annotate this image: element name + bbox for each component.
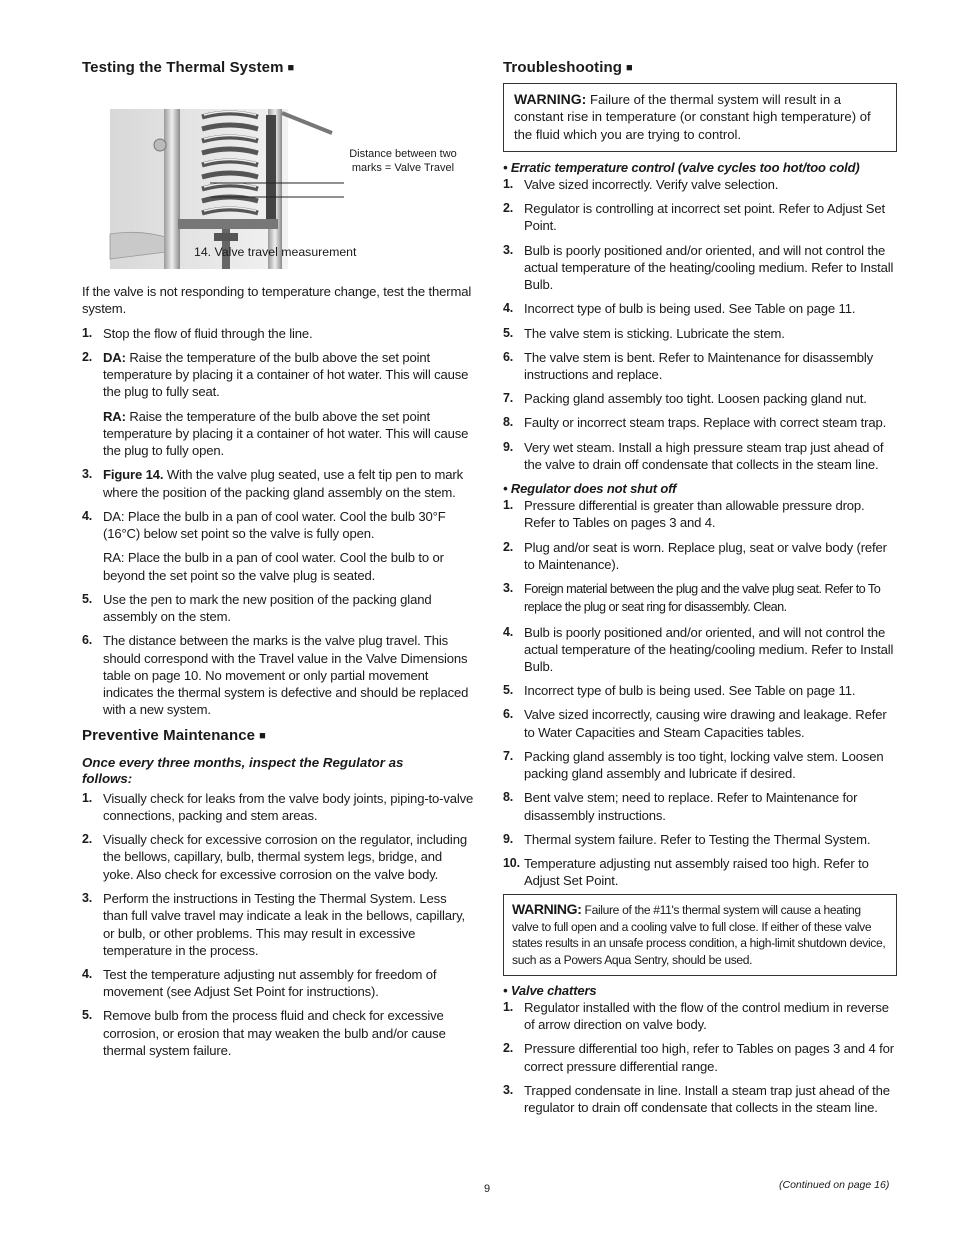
list-item: 2. Regulator is controlling at incorrect set point. Refer to Adjust Set Point. <box>503 201 885 234</box>
list-item: 3. Perform the instructions in Testing the Thermal System. Less than full valve travel may indicate a leak in the bellows, capillary, or bulb, or other problems. This may result in excessive temperature in the process. <box>82 890 466 958</box>
list-item: 4. Incorrect type of bulb is being used. See Table on page 11. <box>503 301 856 317</box>
list-item: 5. Use the pen to mark the new position of the packing gland assembly on the stem. <box>82 591 432 625</box>
pm-heading: Preventive Maintenance ■ <box>82 726 266 744</box>
list-item: 1. Regulator installed with the flow of the control medium in reverse of arrow direction on valve body. <box>503 999 889 1033</box>
figure-caption: 14. Valve travel measurement <box>194 245 357 259</box>
list-item: 5. Incorrect type of bulb is being used. See Table on page 11. <box>503 683 856 699</box>
list-item: 1. Visually check for leaks from the valve body joints, piping-to-valve connections, packing and stem areas. <box>82 790 474 823</box>
warning-box-shutdown: WARNING: Failure of the #11's thermal system will cause a heating valve to full open and a cooling valve to full close. If either of these valve states results in an unsafe process condition, a high-limit shutdown device, such as a Powers Aqua Sentry, should be used. <box>503 894 897 976</box>
thermal-intro: If the valve is not responding to temperature change, test the thermal system. <box>82 284 472 317</box>
list-item: 3. Foreign material between the plug and the valve plug seat. Refer to To replace the plug or seat ring for disassembly. Clean. <box>503 581 881 615</box>
left-column <box>82 58 474 1066</box>
list-item: 5. Remove bulb from the process fluid and check for excessive corrosion, or erosion that may weaken the bulb and/or cause thermal system failure. <box>82 1008 446 1059</box>
list-item: 5. The valve stem is sticking. Lubricate the stem. <box>503 325 785 341</box>
right-column <box>503 58 897 1123</box>
list-item: 6. Valve sized incorrectly, causing wire drawing and leakage. Refer to Water Capacities and Steam Capacities tables. <box>503 707 887 740</box>
pm-steps <box>82 790 474 1060</box>
list-item: 1. Valve sized incorrectly. Verify valve selection. <box>503 176 779 192</box>
erratic-list <box>503 176 897 473</box>
list-item: 6. The distance between the marks is the valve plug travel. This should correspond with the Travel value in the Valve Dimensions table on page 10. No movement or only partial movement indicates the thermal system is defective and should be replaced with a new system. <box>82 633 469 718</box>
list-item: 2. Pressure differential too high, refer to Tables on pages 3 and 4 for correct pressure differential range. <box>503 1041 895 1074</box>
list-item: 2. DA: Raise the temperature of the bulb above the set point temperature by placing it a container of hot water. This will cause the plug to fully seat. RA: Raise the temperature of the bulb above the set point temperature by placing it a container of hot water. This will cause the plug to fully open. <box>82 349 469 459</box>
list-item: 7. Packing gland assembly is too tight, locking valve stem. Loosen packing gland assembly and lubricate if desired. <box>503 748 884 782</box>
chatter-list <box>503 999 897 1117</box>
noshut-heading: • Regulator does not shut off <box>503 481 677 497</box>
list-item: 7. Packing gland assembly too tight. Loosen packing gland nut. <box>503 391 867 407</box>
page-number: 9 <box>484 1183 491 1195</box>
list-item: 3. Trapped condensate in line. Install a steam trap just ahead of the regulator to drain off condensate that collects in the steam line. <box>503 1082 890 1116</box>
list-item: 2. Visually check for excessive corrosion on the regulator, including the bellows, capillary, bulb, thermal system legs, bridge, and yoke. Also check for excessive corrosion on the valve body. <box>82 832 467 882</box>
list-item: 3. Figure 14. With the valve plug seated, use a felt tip pen to mark where the position of the packing gland assembly on the stem. <box>82 467 463 500</box>
continued-note: (Continued on page 16) <box>779 1179 890 1191</box>
list-item: 4. Bulb is poorly positioned and/or oriented, and will not control the actual temperature of the heating/cooling medium. Refer to Install Bulb. <box>503 624 894 675</box>
warning-label: WARNING: <box>512 900 582 917</box>
list-item: 1. Stop the flow of fluid through the line. <box>82 325 313 341</box>
list-item: 9. Thermal system failure. Refer to Testing the Thermal System. <box>503 831 871 847</box>
list-item: 3. Bulb is poorly positioned and/or oriented, and will not control the actual temperature of the heating/cooling medium. Refer to Install Bulb. <box>503 242 894 293</box>
list-item: 8. Bent valve stem; need to replace. Refer to Maintenance for disassembly instructions. <box>503 790 858 823</box>
list-item: 1. Pressure differential is greater than allowable pressure drop. Refer to Tables on pages 3 and 4. <box>503 498 865 531</box>
figure-14 <box>82 79 474 269</box>
noshut-list <box>503 497 897 890</box>
chatter-heading: • Valve chatters <box>503 982 597 998</box>
list-item: 9. Very wet steam. Install a high pressure steam trap just ahead of the valve to drain off condensate that collects in the steam line. <box>503 439 884 472</box>
warning-label: WARNING: <box>514 91 587 107</box>
list-item: 2. Plug and/or seat is worn. Replace plug, seat or valve body (refer to Maintenance). <box>503 539 887 572</box>
thermal-steps <box>82 325 474 719</box>
troubleshooting-heading: Troubleshooting ■ <box>503 59 633 76</box>
list-item: 4. DA: Place the bulb in a pan of cool water. Cool the bulb 30°F (16°C) below set point so the valve is fully open. RA: Place the bulb in a pan of cool water. Cool the bulb to or beyond the set point so the valve plug is seated. <box>82 508 446 583</box>
list-item: 8. Faulty or incorrect steam traps. Replace with correct steam trap. <box>503 415 887 431</box>
thermal-heading: Testing the Thermal System ■ <box>82 59 295 76</box>
figure-callout: Distance between two marks = Valve Travel <box>349 148 457 174</box>
list-item: 10. Temperature adjusting nut assembly raised too high. Refer to Adjust Set Point. <box>503 856 869 889</box>
warning-box-thermal: WARNING: Failure of the thermal system will result in a constant rise in temperature (or constant high temperature) of the fluid which you are trying to control. <box>503 83 897 152</box>
pm-subheading: Once every three months, inspect the Regulator as follows: <box>82 754 404 787</box>
list-item: 4. Test the temperature adjusting nut assembly for freedom of movement (see Adjust Set Point for instructions). <box>82 967 437 1000</box>
list-item: 6. The valve stem is bent. Refer to Maintenance for disassembly instructions and replace. <box>503 349 874 383</box>
erratic-heading: • Erratic temperature control (valve cycles too hot/too cold) <box>503 159 860 175</box>
